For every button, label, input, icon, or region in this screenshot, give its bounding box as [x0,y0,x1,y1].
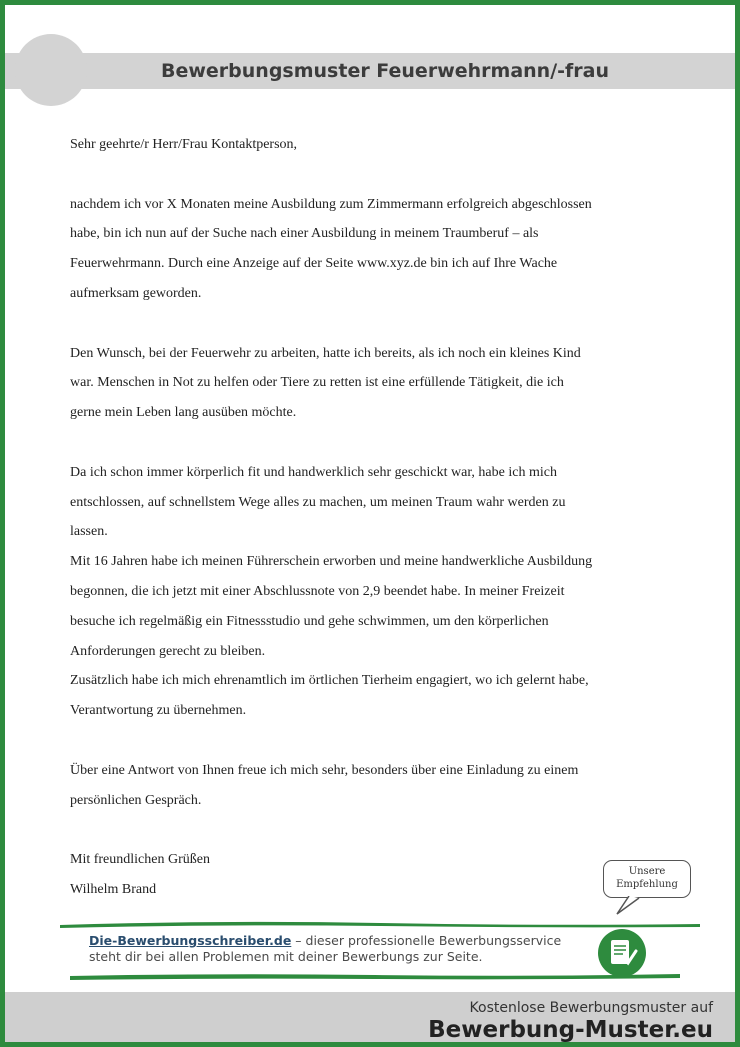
letter-line: aufmerksam geworden. [70,285,202,301]
promo-text: – dieser professionelle Bewerbungsservice [291,933,562,948]
letter-line: Verantwortung zu übernehmen. [70,703,247,719]
promo-link[interactable]: Die-Bewerbungsschreiber.de [89,933,292,948]
promo-text: steht dir bei allen Problemen mit deiner Bewerbungs zur Seite. [89,949,483,964]
letter-line: Feuerwehrmann. Durch eine Anzeige auf der Seite www.xyz.de bin ich auf Ihre Wache [70,256,558,272]
page-title: Bewerbungsmuster Feuerwehrmann/-frau [160,60,610,82]
letter-line: Über eine Antwort von Ihnen freue ich mich sehr, besonders über eine Einladung zu einem [70,762,579,778]
letter-line: Den Wunsch, bei der Feuerwehr zu arbeiten, hatte ich bereits, als ich noch ein kleines Kind [70,345,581,361]
letter-line: lassen. [70,524,108,540]
bubble-line: Unsere [628,866,666,877]
letter-line: Anforderungen gerecht zu bleiben. [70,643,266,659]
letter-line: besuche ich regelmäßig ein Fitnessstudio und gehe schwimmen, um den körperlichen [70,613,549,629]
footer-site-link[interactable]: Bewerbung-Muster.eu [428,1017,713,1042]
letter-line: nachdem ich vor X Monaten meine Ausbildung zum Zimmermann erfolgreich abgeschlossen [70,196,592,212]
closing: Mit freundlichen Grüßen [70,852,210,868]
letter-line: persönlichen Gespräch. [70,792,202,808]
letter-line: Da ich schon immer körperlich fit und handwerklich sehr geschickt war, habe ich mich [70,464,557,480]
letter-line: gerne mein Leben lang ausüben möchte. [70,405,297,421]
letter-line: begonnen, die ich jetzt mit einer Abschlussnote von 2,9 beendet habe. In meiner Freizeit [70,583,565,599]
document-check-icon [598,929,646,977]
letter-line: Mit 16 Jahren habe ich meinen Führerschein erworben und meine handwerkliche Ausbildung [70,554,593,570]
page [5,5,735,1042]
bubble-line: Empfehlung [616,879,678,890]
salutation: Sehr geehrte/r Herr/Frau Kontaktperson, [70,137,298,152]
footer-tagline: Kostenlose Bewerbungsmuster auf [469,1000,713,1016]
recommendation-bubble [603,860,691,898]
signature: Wilhelm Brand [70,881,157,897]
title-circle-decoration [15,34,87,106]
letter-line: war. Menschen in Not zu helfen oder Tiere zu retten ist eine erfüllende Tätigkeit, die ich [70,375,564,391]
letter-line: Zusätzlich habe ich mich ehrenamtlich im örtlichen Tierheim engagiert, wo ich gelernt habe, [70,673,589,689]
brush-stroke-bottom [70,971,680,981]
letter-line: habe, bin ich nun auf der Suche nach einer Ausbildung in meinem Traumberuf – als [70,226,539,242]
letter-line: entschlossen, auf schnellstem Wege alles zu machen, um meinen Traum wahr werden zu [70,494,566,510]
brush-stroke-top [60,919,700,929]
bubble-tail [613,896,643,916]
letter-body [70,130,680,905]
promo-box [89,933,599,965]
